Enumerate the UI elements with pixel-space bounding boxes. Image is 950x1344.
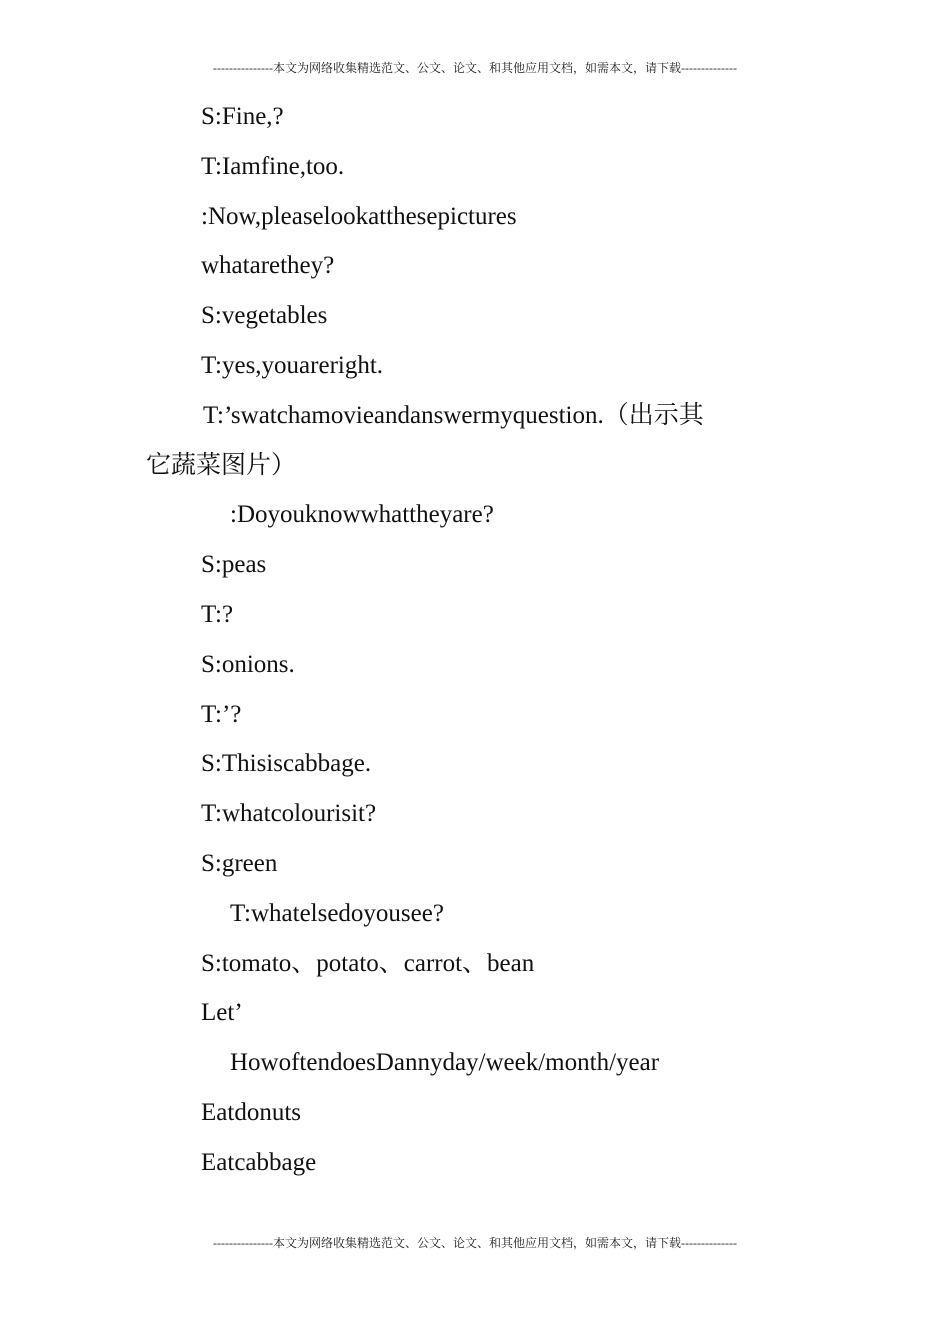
table-row-label: Eatcabbage	[201, 1148, 317, 1176]
dialogue-line: :Doyouknowwhattheyare?	[230, 501, 494, 529]
dialogue-line: S:tomato、potato、carrot、bean	[201, 949, 535, 977]
dialogue-line: whatarethey?	[201, 252, 335, 280]
dialogue-line: T:’?	[201, 700, 242, 728]
dialogue-line-continuation: 它蔬菜图片）	[146, 451, 297, 479]
dialogue-line: T:Iamfine,too.	[201, 152, 345, 180]
footer-banner: ---------------本文为网络收集精选范文、公文、论文、和其他应用文档，如需本文，请下载--------------	[213, 1236, 737, 1250]
dialogue-line: S:Thisiscabbage.	[201, 750, 372, 778]
dialogue-line: S:vegetables	[201, 302, 328, 330]
dialogue-line: S:Fine,?	[201, 103, 284, 130]
dialogue-line: T:yes,youareright.	[201, 351, 384, 379]
dialogue-line: T:’swatchamovieandanswermyquestion.（出示其	[203, 401, 704, 429]
table-row-label: Eatdonuts	[201, 1098, 301, 1126]
dialogue-line: S:onions.	[201, 650, 295, 678]
dialogue-line: T:whatcolourisit?	[201, 800, 377, 828]
dialogue-line: Let’	[201, 999, 243, 1027]
dialogue-line: T:whatelsedoyousee?	[230, 899, 444, 927]
header-banner: ---------------本文为网络收集精选范文、公文、论文、和其他应用文档，如需本文，请下载--------------	[213, 61, 737, 75]
dialogue-line: S:peas	[201, 551, 267, 579]
dialogue-line: S:green	[201, 849, 278, 877]
document-body	[0, 92, 950, 1188]
dialogue-line: :Now,pleaselookatthesepictures	[201, 202, 517, 230]
table-header-line: HowoftendoesDannyday/week/month/year	[230, 1049, 660, 1077]
dialogue-line: T:?	[201, 600, 234, 628]
